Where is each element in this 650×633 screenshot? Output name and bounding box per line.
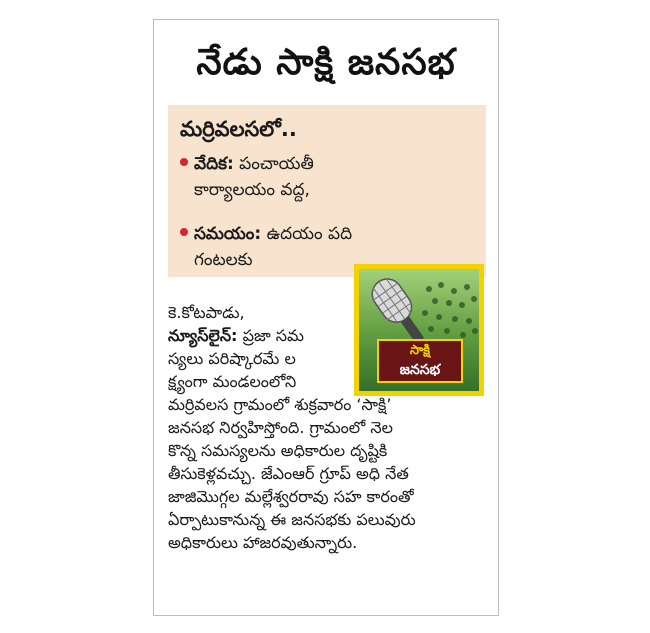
article-line: జాజిమొగ్గల మల్లేశ్వరరావు సహ కారంతో xyxy=(168,487,414,506)
article-line: మర్రివలస గ్రామంలో శుక్రవారం ‘సాక్షి’ xyxy=(168,395,392,414)
article-line xyxy=(168,324,486,347)
headline: నేడు సాక్షి జనసభ xyxy=(196,42,456,83)
article-line: కొన్న సమస్యలను అధికారుల దృష్టికి xyxy=(168,441,388,460)
article-line-text: ప్రజా సమ xyxy=(242,326,304,345)
bullet-value: ఉదయం పది xyxy=(266,224,353,244)
bullet-value-cont: కార్యాలయం వద్ద, xyxy=(194,180,310,200)
article-line: ఏర్పాటుకానున్న ఈ జనసభకు పలువురు xyxy=(168,510,416,529)
bullet-dot xyxy=(180,228,188,236)
article-line: జనసభ నిర్వహిస్తోంది. గ్రామంలో నెల xyxy=(168,418,393,437)
article-line: తీసుకెళ్లవచ్చు. జేఎంఆర్ గ్రూప్ అధి నేత xyxy=(168,464,409,483)
logo-badge-top: సాక్షి xyxy=(409,343,431,358)
bullet-key: సమయం: xyxy=(194,224,262,244)
bullet-venue xyxy=(180,151,415,203)
bullet-dot xyxy=(180,158,188,166)
article-line: క్ష్యంగా మండలంలోని xyxy=(168,372,297,391)
info-box-title: మర్రివలసలో.. xyxy=(180,117,297,141)
info-box xyxy=(168,105,486,277)
article-byline: న్యూస్‌లైన్: xyxy=(168,326,238,345)
article-line: అధికారులు హాజరవుతున్నారు. xyxy=(168,533,358,552)
article-place: కె.కోటపాడు, xyxy=(168,303,245,322)
article-body xyxy=(168,301,486,554)
bullet-key: వేదిక: xyxy=(194,154,234,174)
article-line: స్యలు పరిష్కారమే ల xyxy=(168,349,296,368)
bullet-value-cont: గంటలకు xyxy=(194,250,253,270)
bullet-value: పంచాయతీ xyxy=(239,154,314,174)
news-clipping xyxy=(153,19,499,616)
logo-badge-bottom: జనసభ xyxy=(399,362,441,378)
